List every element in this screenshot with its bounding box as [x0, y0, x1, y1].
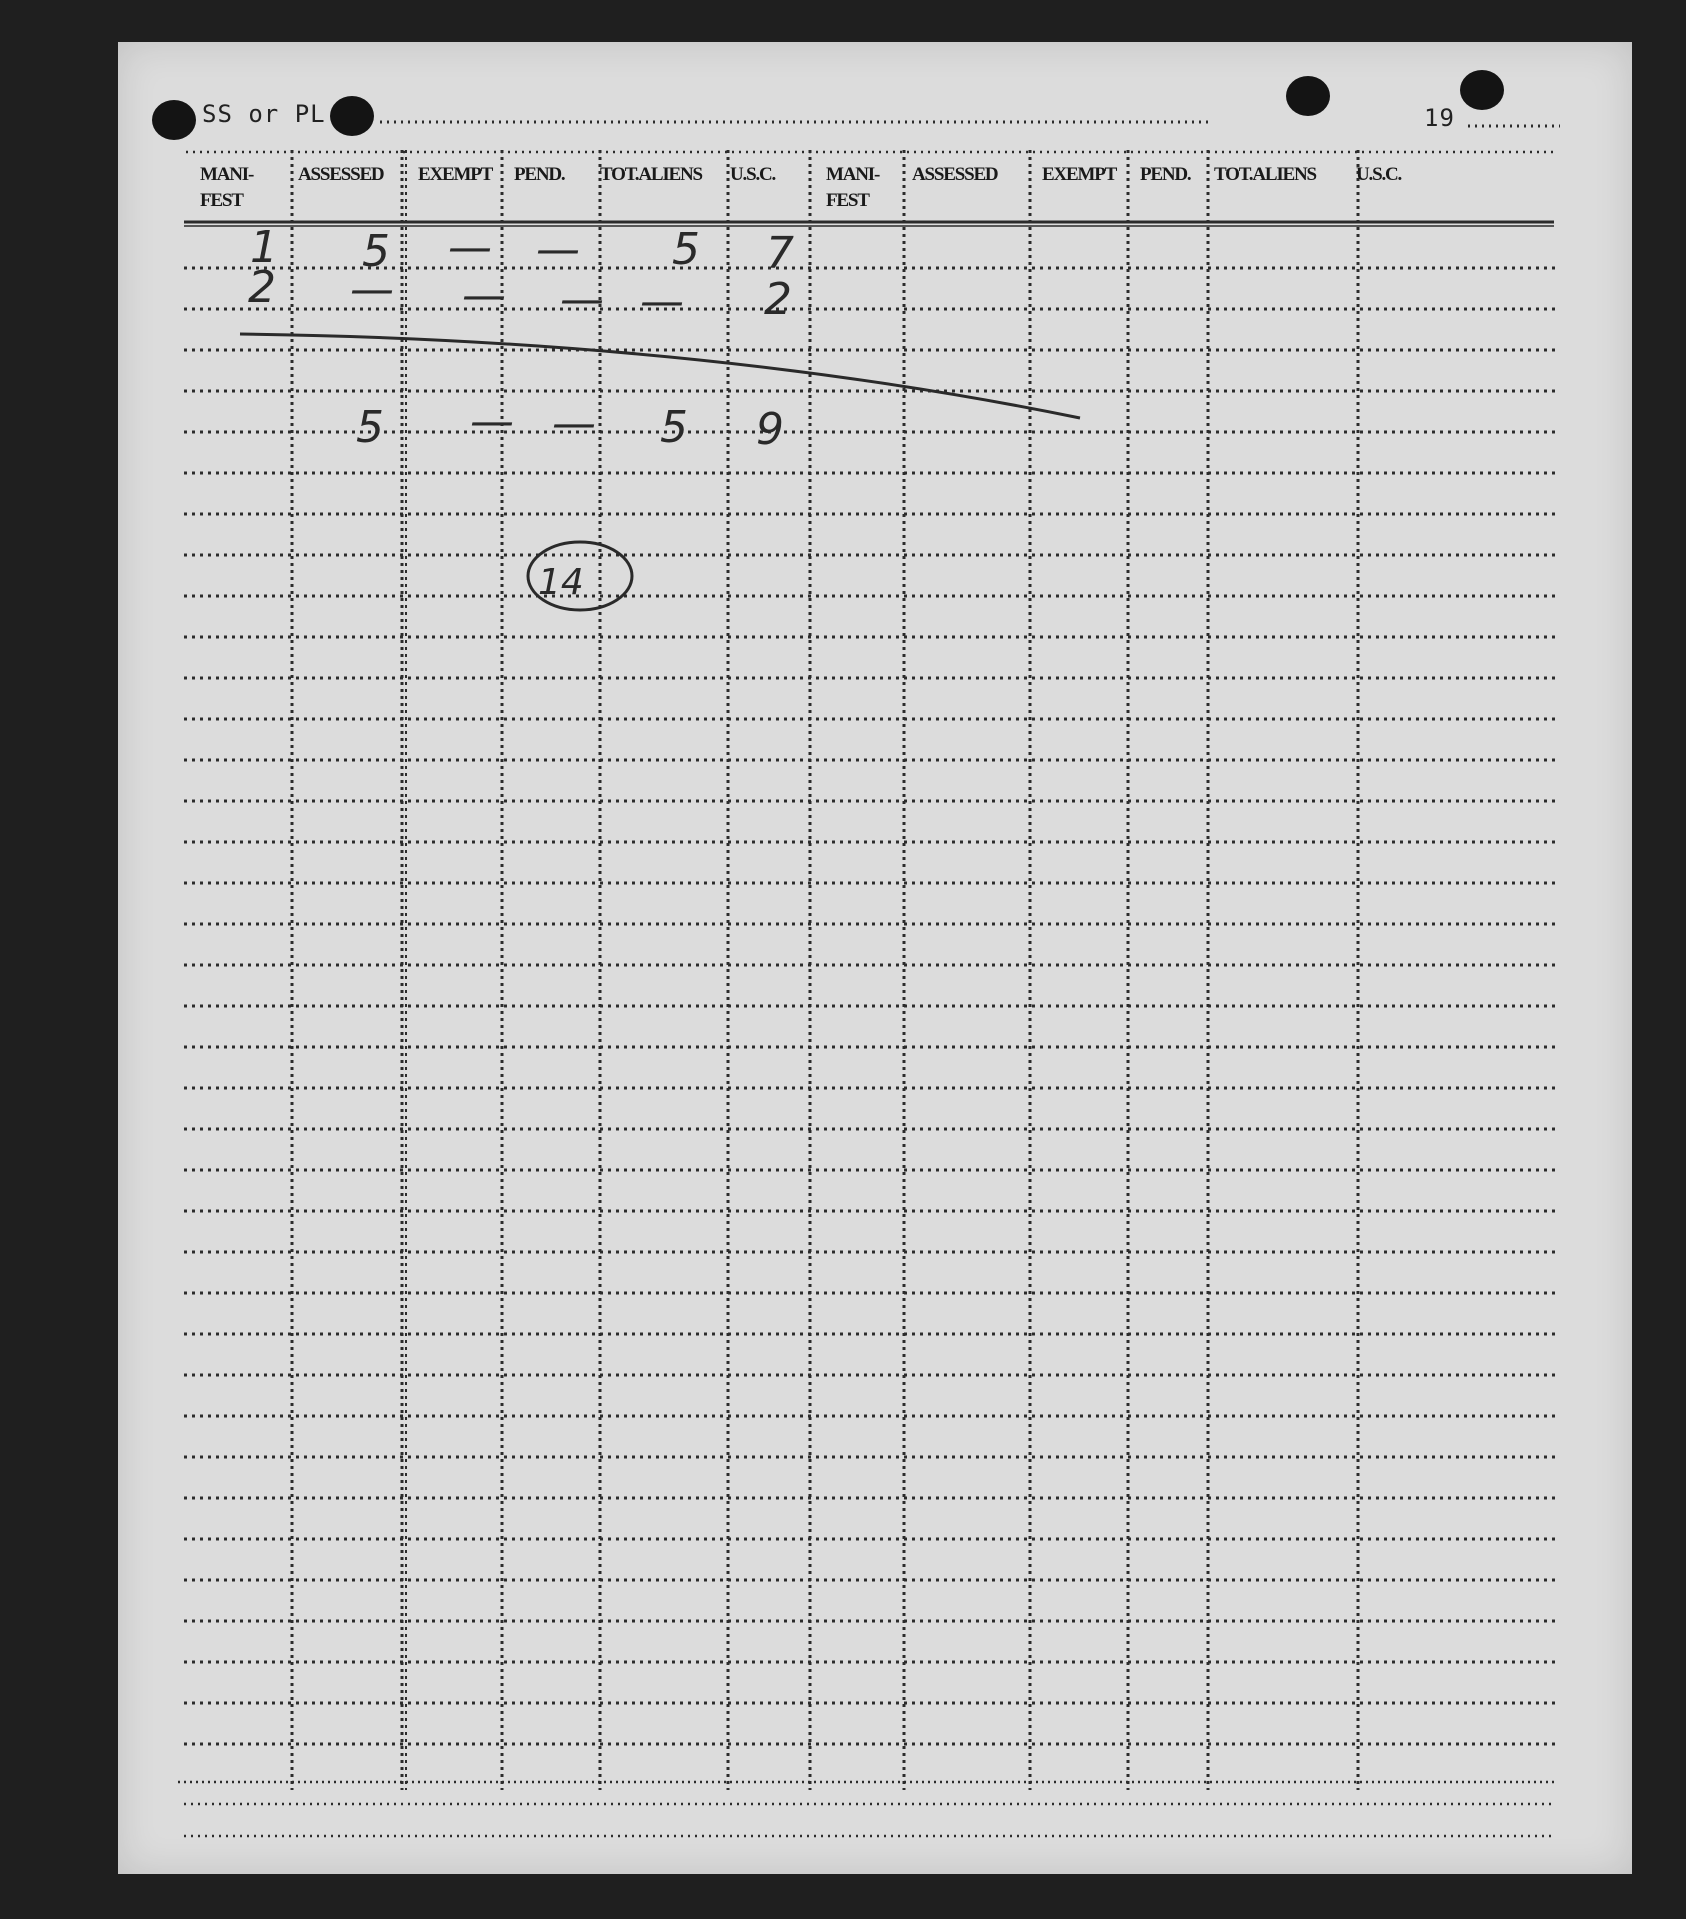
row2-assessed: — [350, 264, 394, 315]
row2-usc: 2 [764, 274, 792, 325]
row2-exempt: — [462, 270, 506, 321]
col-head-tot-aliens-right: TOT.ALIENS [1214, 164, 1316, 185]
col-head-pend-left: PEND. [514, 164, 565, 185]
total-assessed: 5 [356, 402, 384, 453]
total-pend: — [552, 398, 596, 449]
col-head-manifest-left: MANI- FEST [200, 164, 254, 211]
punch-hole-right-inner [1286, 76, 1330, 116]
total-usc: 9 [756, 404, 784, 455]
vessel-label: SS or PL [202, 100, 326, 128]
year-label: 19 [1424, 104, 1455, 132]
row2-manifest: 2 [248, 262, 276, 313]
col-head-assessed-right: ASSESSED [912, 164, 998, 185]
row2-pend: — [560, 274, 604, 325]
row2-tot-aliens: — [640, 276, 684, 327]
punch-hole-left-outer [152, 100, 196, 140]
row1-assessed: 5 [362, 226, 390, 277]
col-head-usc-left: U.S.C. [730, 164, 776, 185]
total-exempt: — [470, 396, 514, 447]
circled-note: 14 [538, 562, 584, 603]
row1-tot-aliens: 5 [672, 224, 700, 275]
col-head-tot-aliens-left: TOT.ALIENS [600, 164, 702, 185]
total-tot-aliens: 5 [660, 402, 688, 453]
row1-pend: — [536, 224, 580, 275]
row1-exempt: — [448, 222, 492, 273]
col-head-pend-right: PEND. [1140, 164, 1191, 185]
punch-hole-left-inner [330, 96, 374, 136]
col-head-manifest-right: MANI- FEST [826, 164, 880, 211]
row1-manifest: 1 [250, 222, 278, 273]
col-head-assessed-left: ASSESSED [298, 164, 384, 185]
col-head-exempt-right: EXEMPT [1042, 164, 1117, 185]
punch-hole-right-outer [1460, 70, 1504, 110]
row1-usc: 7 [766, 228, 794, 279]
col-head-usc-right: U.S.C. [1356, 164, 1402, 185]
col-head-exempt-left: EXEMPT [418, 164, 493, 185]
